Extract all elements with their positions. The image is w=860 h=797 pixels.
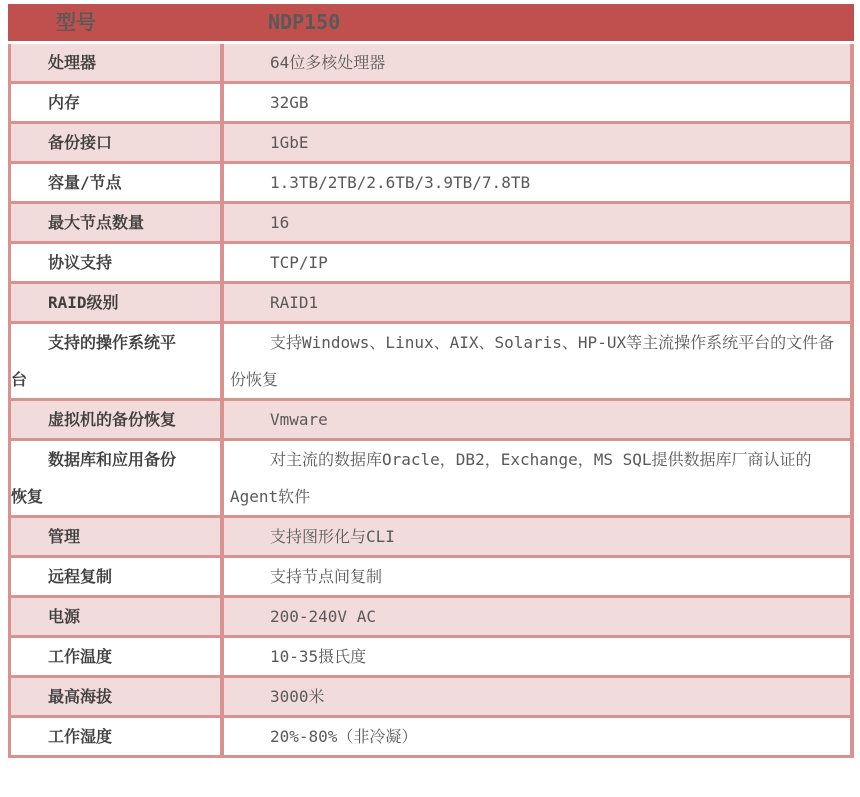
spec-row: [11, 638, 850, 678]
spec-label-cell: 协议支持: [11, 244, 224, 281]
spec-value-cell: 3000米: [270, 687, 325, 706]
spec-value-cell: 支持Windows、Linux、AIX、Solaris、HP-UX等主流操作系统平台的文件备份恢复: [230, 333, 835, 389]
spec-value-cell: 支持节点间复制: [270, 567, 383, 586]
spec-row: [11, 324, 850, 401]
spec-label-cell: 最高海拔: [11, 678, 224, 715]
spec-row: [11, 678, 850, 718]
spec-value-cell: Vmware: [270, 410, 328, 429]
spec-value-cell: 对主流的数据库Oracle，DB2，Exchange，MS SQL提供数据库厂商认证的Agent软件: [230, 450, 812, 506]
spec-label-cell: 远程复制: [11, 558, 224, 595]
spec-row: [11, 204, 850, 244]
spec-label-cell: 容量/节点: [11, 164, 224, 201]
spec-row: [11, 598, 850, 638]
spec-row: [11, 44, 850, 84]
spec-table-header-row: [8, 4, 854, 41]
spec-label-cell: 最大节点数量: [11, 204, 224, 241]
spec-value-cell: 200-240V AC: [270, 607, 376, 626]
spec-label-cell: 虚拟机的备份恢复: [11, 401, 224, 438]
spec-label-cell: 工作湿度: [11, 718, 224, 755]
header-model-value: NDP150: [268, 10, 341, 34]
spec-row: [11, 84, 850, 124]
spec-row: [11, 164, 850, 204]
spec-row: [11, 441, 850, 518]
spec-value-cell: 20%-80%（非冷凝）: [270, 727, 418, 746]
spec-label-cell: 处理器: [11, 44, 224, 81]
spec-value-cell: 1.3TB/2TB/2.6TB/3.9TB/7.8TB: [270, 173, 531, 192]
spec-row: [11, 401, 850, 441]
spec-row: [11, 518, 850, 558]
spec-row: [11, 284, 850, 324]
spec-value-cell: 16: [270, 213, 290, 232]
spec-table: [8, 4, 854, 758]
spec-value-cell: 10-35摄氏度: [270, 647, 367, 666]
spec-row: [11, 124, 850, 164]
spec-label-cell: 支持的操作系统平台: [11, 324, 224, 398]
spec-value-cell: 64位多核处理器: [270, 53, 386, 72]
spec-label-cell: 管理: [11, 518, 224, 555]
spec-value-cell: RAID1: [270, 293, 319, 312]
spec-label-cell: 电源: [11, 598, 224, 635]
spec-table-body: [8, 44, 854, 758]
spec-label-cell: 数据库和应用备份恢复: [11, 441, 224, 515]
spec-value-cell: 32GB: [270, 93, 309, 112]
spec-label-cell: 备份接口: [11, 124, 224, 161]
spec-value-cell: TCP/IP: [270, 253, 328, 272]
header-model-label: 型号: [56, 10, 96, 34]
spec-row: [11, 558, 850, 598]
spec-value-cell: 支持图形化与CLI: [270, 527, 395, 546]
spec-label-cell: RAID级别: [11, 284, 224, 321]
spec-value-cell: 1GbE: [270, 133, 309, 152]
spec-label-cell: 内存: [11, 84, 224, 121]
spec-label-cell: 工作温度: [11, 638, 224, 675]
spec-row: [11, 718, 850, 758]
spec-row: [11, 244, 850, 284]
